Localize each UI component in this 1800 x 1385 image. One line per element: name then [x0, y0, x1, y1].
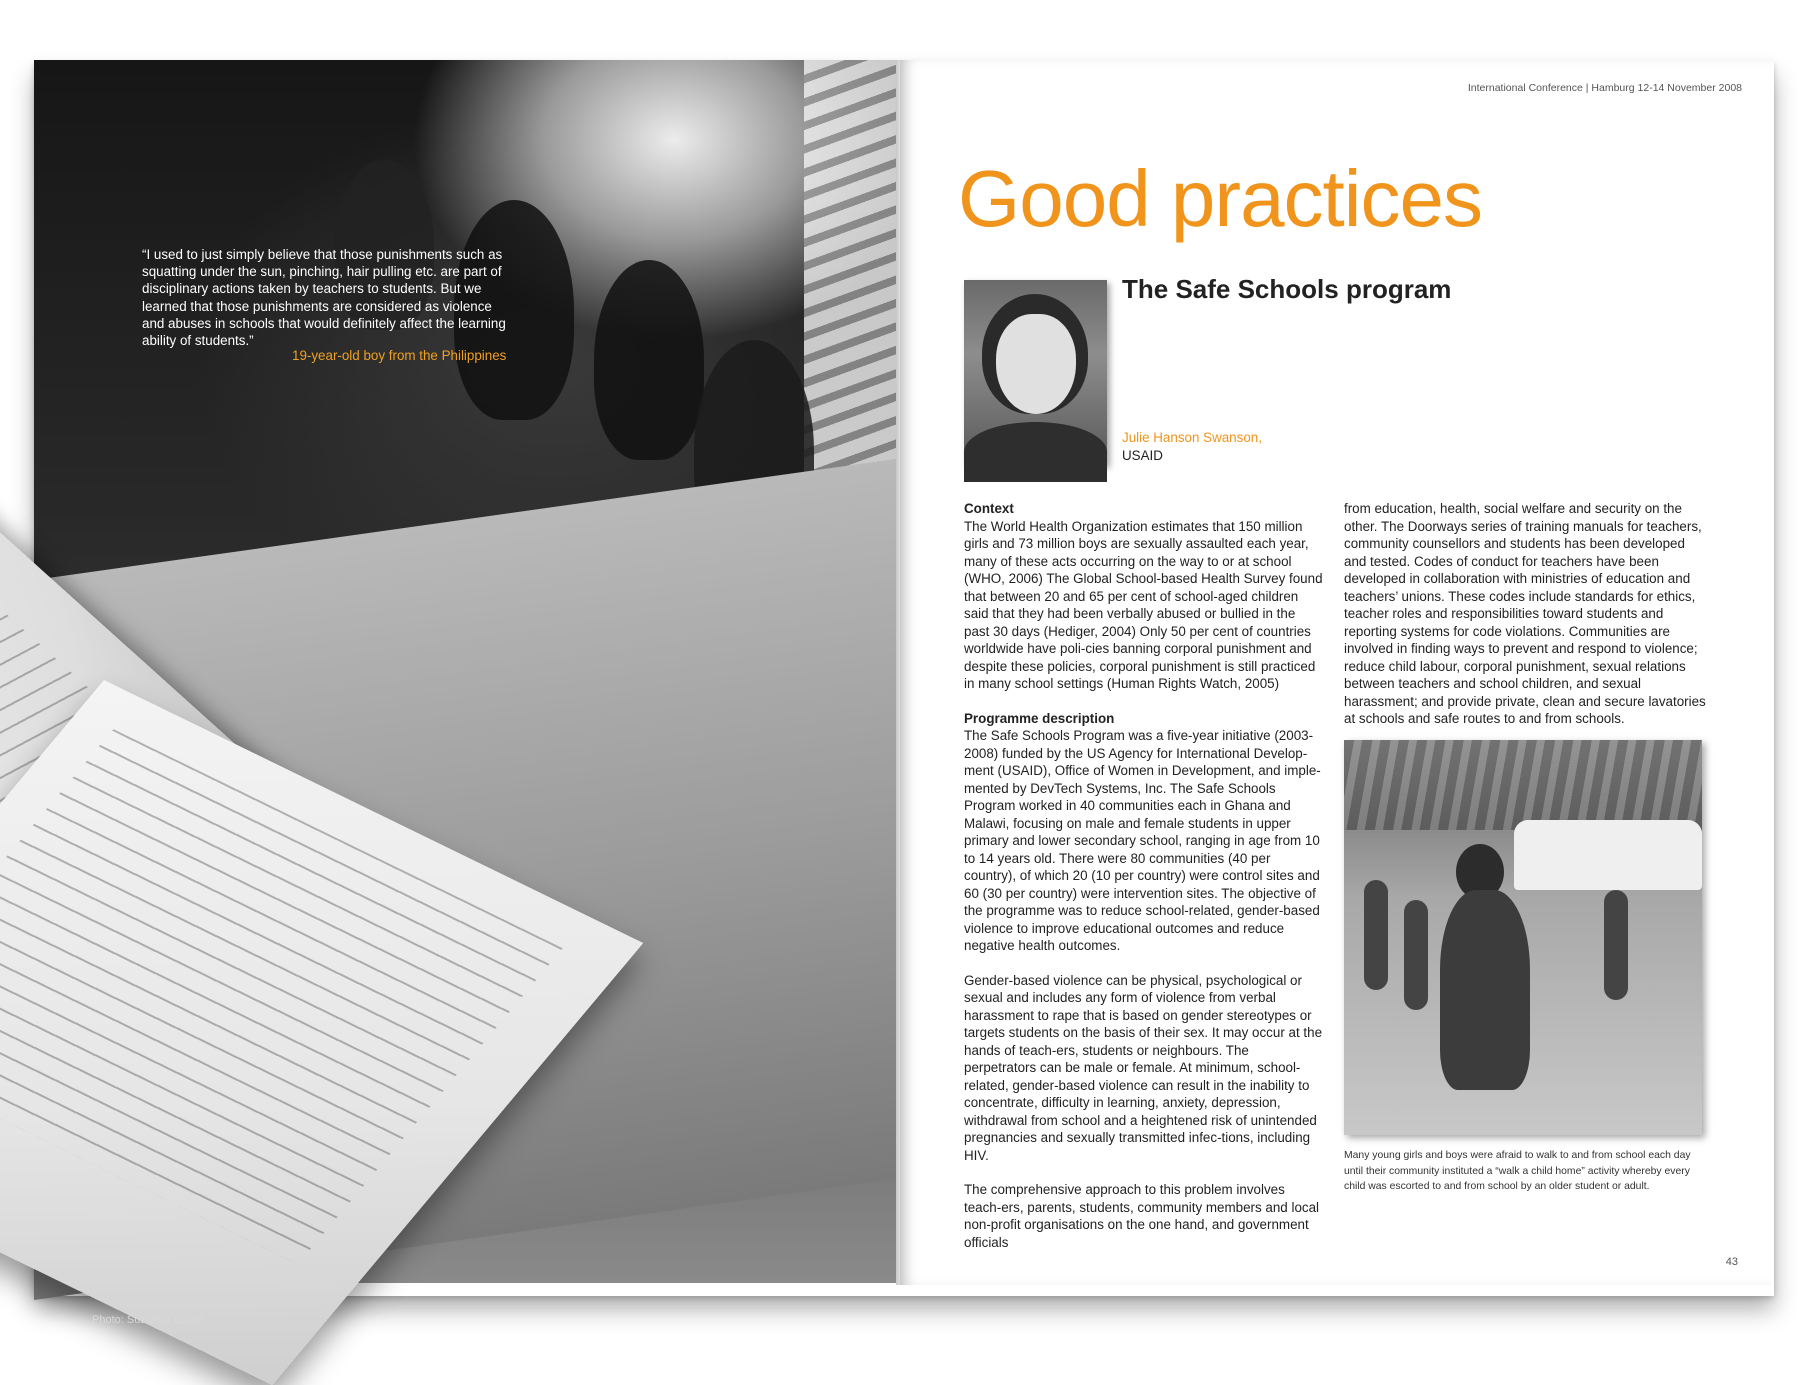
right-column-paragraph: from education, health, social welfare and security on the other. The Doorways series of training manuals for teachers, community counsellors and students has been developed and tested. Codes of conduct for teachers have been developed in collaboration with ministries of education and teachers’ unions. These codes include standards for ethics, teacher roles and responsibilities toward students and reporting systems for code violations. Communities are involved in finding ways to prevent and respond to violence; reduce child labour, corporal punishment, sexual relations between teachers and school children, and sexual harassment; and provide private, clean and secure lavatories at schools and safe routes to and from schools. — [1344, 501, 1706, 726]
right-page — [900, 60, 1772, 1285]
portrait-face — [996, 314, 1076, 414]
running-header: International Conference | Hamburg 12-14 November 2008 — [1467, 82, 1742, 94]
quote-attribution: 19-year-old boy from the Philippines — [292, 348, 507, 363]
open-book — [0, 520, 834, 1240]
article-column-right — [1344, 500, 1706, 745]
author-portrait — [964, 280, 1107, 465]
programme-paragraph: The Safe Schools Program was a five-year initiative (2003-2008) funded by the US Agency for International Develop-ment (USAID), Office of Women in Development, and imple-mented by DevTech Systems, Inc. The Safe Schools Program worked in 40 communities each in Ghana and Malawi, focusing on male and female students in upper primary and lower secondary school, ranging in age from 10 to 14 years old. There were 80 communities (40 per country), of which 20 (10 per country) were control sites and 60 (30 per country) were intervention sites. The objective of the programme was to reduce school-related, gender-based violence to improve educational outcomes and reduce negative health outcomes. — [964, 728, 1321, 953]
photo-child — [1604, 890, 1628, 1000]
approach-paragraph: The comprehensive approach to this problem involves teach-ers, parents, students, community members and local non-profit organisations on the one hand, and government officials — [964, 1182, 1320, 1250]
author-name: Julie Hanson Swanson, — [1122, 430, 1262, 445]
schoolchildren-photo — [1344, 740, 1702, 1135]
photo-vans — [1514, 820, 1702, 890]
photo-child — [1404, 900, 1428, 1010]
author-org: USAID — [1122, 448, 1163, 463]
left-page-photo — [34, 60, 899, 1326]
context-heading: Context — [964, 501, 1014, 516]
article-column-left — [964, 500, 1324, 1268]
programme-heading: Programme description — [964, 710, 1115, 726]
page-number: 43 — [1725, 1256, 1738, 1268]
section-title: Good practices — [958, 154, 1483, 243]
pull-quote: “I used to just simply believe that those punishments such as squatting under the sun, pinching, hair pulling etc. are part of disciplinary actions taken by teachers to students. But we learned that those punishments are considered as violence and abuses in schools that would definitely affect the learning ability of students.” — [142, 247, 506, 349]
photo-trees — [1344, 740, 1702, 830]
context-paragraph: The World Health Organization estimates that 150 million girls and 73 million boys are sexually assaulted each year, many of these acts occurring on the way to or at school (WHO, 2006) The Global School-based Health Survey found that between 20 and 65 per cent of school-aged children said that they had been verbally abused or bullied in the past 30 days (Hediger, 2004) Only 50 per cent of countries worldwide have poli-cies banning corporal punishment and despite these policies, corporal punishment is still practiced in many school settings (Human Rights Watch, 2005) — [964, 518, 1323, 691]
portrait-shoulders — [964, 422, 1107, 482]
photo-child — [1364, 880, 1388, 990]
book-text — [0, 729, 563, 1264]
gbv-paragraph: Gender-based violence can be physical, psychological or sexual and includes any form of violence from verbal harassment to rape that is based on gender stereotypes or targets students on the basis of their sex. It may occur at the hands of teach-ers, students or neighbours. The perpetrators can be male or female. At minimum, school-related, gender-based violence can result in the inability to concentrate, difficulty in learning, anxiety, depression, withdrawal from school and a heightened risk of unintended pregnancies and sexually transmitted infec-tions, including HIV. — [964, 972, 1323, 1163]
student-silhouette — [594, 260, 704, 460]
article-title: The Safe Schools program — [1122, 274, 1452, 304]
window-light — [804, 60, 899, 480]
photo-caption: Many young girls and boys were afraid to walk to and from school each day until their community instituted a “walk a child home” activity whereby every child was escorted to and from school by an older student or adult. — [1344, 1150, 1691, 1193]
photo-girl-body — [1440, 890, 1530, 1090]
book-right-page — [0, 680, 643, 1385]
photo-credit: Photo: Suzanne Eichel — [92, 1314, 204, 1326]
